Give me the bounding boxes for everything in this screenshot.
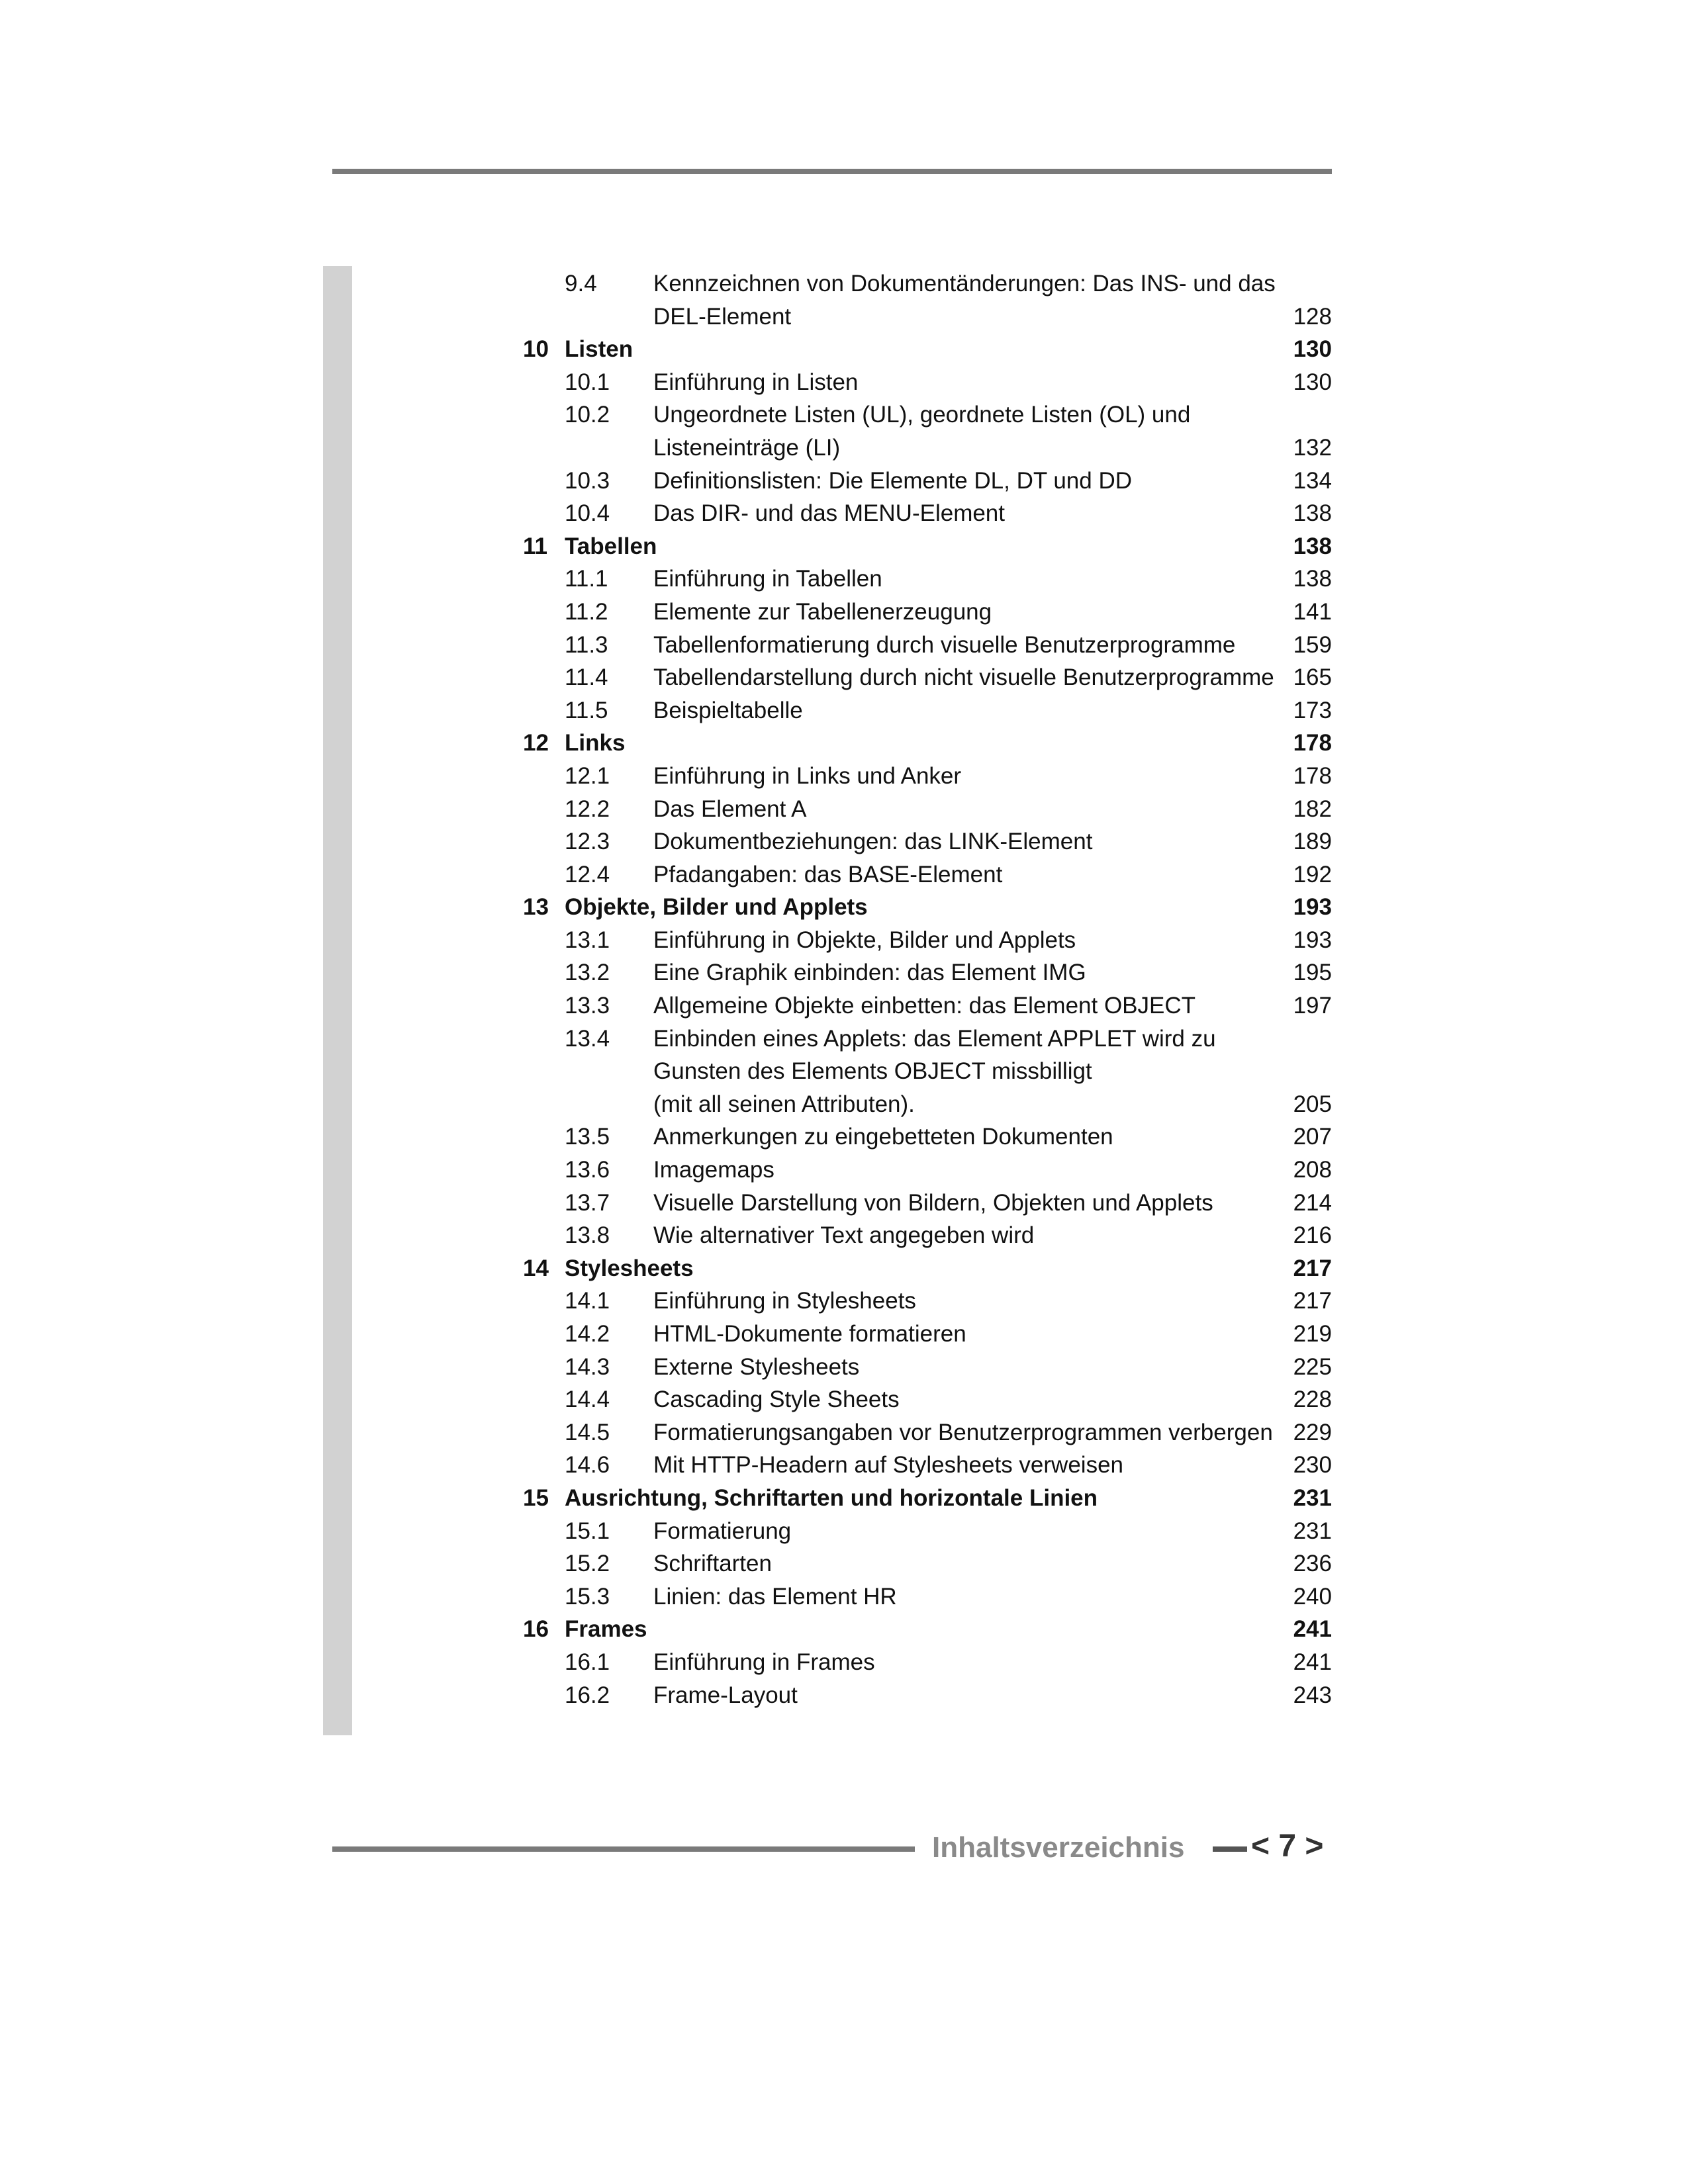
toc-page: 231 [1293,1484,1332,1511]
toc-title: Einführung in Tabellen [653,566,882,592]
toc-section-row [523,596,1332,629]
toc-num: 12.1 [565,762,610,789]
toc-num: 9.4 [565,271,597,296]
toc-num: 11.5 [565,697,608,723]
toc-title: Formatierung [653,1518,792,1544]
footer-rule [332,1846,915,1852]
toc-num: 14 [523,1255,549,1281]
toc-section-row [523,267,1332,300]
toc-title: (mit all seinen Attributen). [653,1091,915,1117]
toc-title: Tabellendarstellung durch nicht visuelle Benutzerprogramme [653,664,1274,691]
toc-section-row [523,1154,1332,1187]
toc-chapter-row [523,333,1332,366]
side-bar [323,266,352,1735]
toc-title: Ausrichtung, Schriftarten und horizontale Linien [565,1484,1098,1511]
toc-num: 14.1 [565,1288,610,1314]
toc-title: DEL-Element [653,303,792,330]
toc-num: 16.1 [565,1649,610,1675]
toc-page: 208 [1293,1157,1332,1183]
toc-title: Anmerkungen zu eingebetteten Dokumenten [653,1124,1113,1150]
toc-num: 13 [523,894,549,921]
toc-continuation-row [523,300,1332,334]
toc-num: 13.5 [565,1124,610,1150]
toc-section-row [523,694,1332,727]
toc-title: Externe Stylesheets [653,1353,860,1380]
toc-title: Einbinden eines Applets: das Element APPLET wird zu [653,1025,1216,1052]
toc-page: 128 [1293,303,1332,330]
toc-num: 10.3 [565,467,610,494]
toc-title: Ungeordnete Listen (UL), geordnete Listen (OL) und [653,402,1191,428]
toc-section-row [523,989,1332,1023]
toc-num: 14.4 [565,1387,610,1413]
toc-page: 138 [1293,533,1332,559]
toc-chapter-row [523,530,1332,563]
toc-chapter-row [523,727,1332,760]
toc-section-row [523,1515,1332,1548]
toc-num: 15.2 [565,1551,610,1577]
toc-page: 178 [1293,730,1332,756]
toc-page: 141 [1293,598,1332,625]
toc-section-row [523,825,1332,858]
toc-title: Allgemeine Objekte einbetten: das Element OBJECT [653,993,1196,1019]
toc-section-row [523,1547,1332,1580]
toc-section-row [523,398,1332,432]
toc-num: 14.3 [565,1353,610,1380]
toc-num: 13.2 [565,960,610,986]
toc-title: Pfadangaben: das BASE-Element [653,861,1003,887]
toc-page: 173 [1293,697,1332,723]
toc-title: Einführung in Objekte, Bilder und Applets [653,927,1076,953]
toc-num: 11.1 [565,566,608,592]
top-rule [332,169,1332,174]
toc-title: Objekte, Bilder und Applets [565,894,868,921]
toc-title: Einführung in Frames [653,1649,875,1675]
toc-page: 241 [1293,1649,1332,1675]
toc-page: 132 [1293,434,1332,461]
toc-section-row [523,1646,1332,1679]
toc-title: Einführung in Listen [653,369,859,395]
toc-page: 138 [1293,500,1332,527]
toc-section-row [523,793,1332,826]
toc-chapter-row [523,891,1332,924]
toc-title: Das Element A [653,796,807,822]
toc-continuation-row [523,1088,1332,1121]
toc-section-row [523,465,1332,498]
toc-num: 14.2 [565,1321,610,1347]
toc-title: Mit HTTP-Headern auf Stylesheets verweisen [653,1452,1123,1479]
toc-num: 16.2 [565,1682,610,1708]
toc-section-row [523,1318,1332,1351]
toc-page: 189 [1293,829,1332,855]
toc-num: 11.2 [565,598,608,625]
toc-page: 231 [1293,1518,1332,1544]
toc-page: 219 [1293,1321,1332,1347]
toc-title: Visuelle Darstellung von Bildern, Objekten und Applets [653,1189,1213,1216]
toc-page: 159 [1293,631,1332,658]
footer-page-number: < 7 > [1251,1829,1324,1864]
toc-num: 13.7 [565,1189,610,1216]
toc-title: Frame-Layout [653,1682,798,1708]
toc-page: 243 [1293,1682,1332,1708]
toc-num: 15 [523,1484,549,1511]
toc-page: 165 [1293,664,1332,691]
toc-title: Listeneinträge (LI) [653,434,841,461]
toc-page: 217 [1293,1255,1332,1281]
toc-page: 216 [1293,1222,1332,1249]
toc-title: Frames [565,1616,647,1643]
toc-num: 12.3 [565,829,610,855]
toc-num: 10 [523,336,549,363]
toc-num: 13.6 [565,1157,610,1183]
toc-page: 230 [1293,1452,1332,1479]
toc-section-row [523,1285,1332,1318]
toc-num: 13.8 [565,1222,610,1249]
toc-num: 12.4 [565,861,610,887]
toc-chapter-row [523,1613,1332,1646]
toc-page: 182 [1293,796,1332,822]
toc-section-row [523,497,1332,530]
toc-title: Einführung in Links und Anker [653,762,962,789]
toc-title: Listen [565,336,633,363]
toc-num: 16 [523,1616,549,1643]
toc-section-row [523,858,1332,891]
toc-page: 138 [1293,566,1332,592]
toc-num: 15.1 [565,1518,610,1544]
toc-title: Imagemaps [653,1157,774,1183]
toc-page: 236 [1293,1551,1332,1577]
toc-section-row [523,1187,1332,1220]
toc-page: 241 [1293,1616,1332,1643]
toc-num: 11.4 [565,664,608,691]
toc-page: 205 [1293,1091,1332,1117]
toc-title: Cascading Style Sheets [653,1387,900,1413]
toc-section-row [523,1023,1332,1056]
toc-section-row [523,1679,1332,1712]
toc-section-row [523,760,1332,793]
toc-page: 217 [1293,1288,1332,1314]
toc-num: 12.2 [565,796,610,822]
toc-title: Beispieltabelle [653,697,803,723]
toc-num: 12 [523,730,549,756]
toc-title: Stylesheets [565,1255,694,1281]
toc-num: 15.3 [565,1583,610,1610]
toc-chapter-row [523,1482,1332,1515]
toc-page: 193 [1293,927,1332,953]
toc-page: 130 [1293,369,1332,395]
toc-title: Gunsten des Elements OBJECT missbilligt [653,1058,1092,1085]
footer-title: Inhaltsverzeichnis [932,1831,1185,1864]
toc-page: 240 [1293,1583,1332,1610]
toc-title: Links [565,730,626,756]
toc-section-row [523,1351,1332,1384]
toc-num: 14.5 [565,1419,610,1445]
toc-title: Das DIR- und das MENU-Element [653,500,1005,527]
toc-chapter-row [523,1252,1332,1285]
toc-page: 197 [1293,993,1332,1019]
toc-section-row [523,661,1332,694]
toc-title: Elemente zur Tabellenerzeugung [653,598,992,625]
toc-title: HTML-Dokumente formatieren [653,1321,966,1347]
toc-section-row [523,1383,1332,1416]
toc-page: 178 [1293,762,1332,789]
table-of-contents [523,267,1332,1711]
toc-page: 134 [1293,467,1332,494]
toc-section-row [523,1120,1332,1154]
toc-section-row [523,1219,1332,1252]
toc-continuation-row [523,1055,1332,1088]
toc-page: 225 [1293,1353,1332,1380]
toc-num: 13.4 [565,1025,610,1052]
toc-num: 11.3 [565,631,608,658]
toc-title: Linien: das Element HR [653,1583,897,1610]
toc-num: 13.3 [565,993,610,1019]
toc-page: 193 [1293,894,1332,921]
toc-num: 13.1 [565,927,610,953]
toc-page: 195 [1293,960,1332,986]
toc-page: 229 [1293,1419,1332,1445]
toc-page: 130 [1293,336,1332,363]
toc-title: Einführung in Stylesheets [653,1288,916,1314]
toc-title: Definitionslisten: Die Elemente DL, DT und DD [653,467,1133,494]
toc-section-row [523,563,1332,596]
toc-section-row [523,1416,1332,1449]
toc-title: Kennzeichnen von Dokumentänderungen: Das INS- und das [653,271,1276,296]
toc-section-row [523,1449,1332,1482]
toc-num: 14.6 [565,1452,610,1479]
toc-num: 10.1 [565,369,610,395]
toc-title: Eine Graphik einbinden: das Element IMG [653,960,1086,986]
toc-section-row [523,366,1332,399]
toc-section-row [523,629,1332,662]
toc-page: 207 [1293,1124,1332,1150]
toc-section-row [523,924,1332,957]
toc-page: 214 [1293,1189,1332,1216]
toc-num: 10.2 [565,402,610,428]
toc-title: Wie alternativer Text angegeben wird [653,1222,1035,1249]
toc-title: Formatierungsangaben vor Benutzerprogrammen verbergen [653,1419,1273,1445]
toc-num: 10.4 [565,500,610,527]
toc-section-row [523,1580,1332,1614]
toc-page: 192 [1293,861,1332,887]
toc-title: Dokumentbeziehungen: das LINK-Element [653,829,1093,855]
toc-num: 11 [523,533,547,559]
footer-dash [1213,1846,1247,1852]
toc-title: Tabellenformatierung durch visuelle Benutzerprogramme [653,631,1236,658]
toc-section-row [523,956,1332,989]
toc-title: Tabellen [565,533,657,559]
toc-continuation-row [523,432,1332,465]
toc-page: 228 [1293,1387,1332,1413]
toc-title: Schriftarten [653,1551,772,1577]
